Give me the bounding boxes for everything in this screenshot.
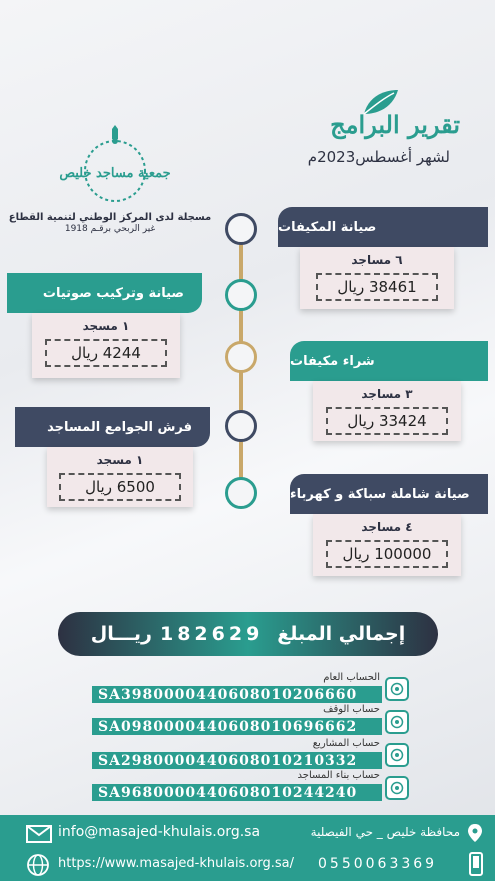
program-card (300, 247, 454, 309)
footer (0, 815, 495, 881)
program-card (32, 313, 180, 378)
program-count: ١ مسجد (96, 453, 144, 467)
website-link[interactable]: https://www.masajed-khulais.org.sa/ (58, 856, 295, 871)
account-label: حساب الوقف (323, 704, 380, 715)
timeline-node (225, 213, 257, 245)
account-iban[interactable]: SA2980000440608010210332 (92, 752, 382, 769)
account-iban[interactable]: SA3980000440608010206660 (92, 686, 382, 703)
program-header (7, 273, 202, 313)
org-registration-line2: غير الربحي برقـم 1918 (64, 224, 156, 234)
program-header: شراء مكيفات (290, 341, 488, 381)
phone-icon (468, 852, 484, 876)
program-card (47, 447, 193, 507)
program-title: فرش الجوامع المساجد (47, 419, 192, 435)
bank-icon (385, 776, 409, 800)
program-count: ٦ مساجد (351, 253, 403, 267)
location-icon (467, 823, 483, 843)
globe-icon (26, 853, 50, 877)
program-header (15, 407, 210, 447)
account-label: حساب المشاريع (312, 738, 380, 749)
total-amount-bar (58, 612, 438, 656)
program-header: صيانة المكيفات (278, 207, 488, 247)
program-count: ٣ مساجد (361, 387, 413, 401)
timeline-node (225, 477, 257, 509)
program-card (313, 514, 461, 576)
logo-text: جمعية مساجد خليص (59, 166, 171, 181)
program-header: صيانة شاملة سباكة و كهرباء (290, 474, 488, 514)
timeline-node (225, 341, 257, 373)
program-amount: 6500 ريال (59, 473, 181, 501)
org-registration-line1: مسجلة لدى المركز الوطني لتنمية القطاع (8, 212, 212, 223)
program-amount: 33424 ريال (326, 407, 448, 435)
program-amount: 4244 ريال (45, 339, 167, 367)
phone-number[interactable]: 0550063369 (318, 856, 438, 872)
timeline-node (225, 410, 257, 442)
program-amount: 38461 ريال (316, 273, 438, 301)
total-label: إجمالي المبلغ (277, 623, 406, 645)
email-icon (26, 825, 52, 843)
total-currency: ريـــال (90, 623, 152, 645)
program-title: صيانة وتركيب صوتيات (42, 285, 184, 301)
location-text: محافظة خليص _ حي الفيصلية (310, 825, 460, 839)
program-card (313, 381, 461, 441)
bank-icon (385, 743, 409, 767)
page-title: تقرير البرامج (330, 110, 460, 139)
bank-icon (385, 710, 409, 734)
program-count: ١ مسجد (82, 319, 130, 333)
account-iban[interactable]: SA9680000440608010244240 (92, 784, 382, 801)
program-count: ٤ مساجد (361, 520, 413, 534)
total-value: 182629 (159, 623, 264, 645)
mosque-logo-icon (59, 125, 171, 210)
account-label: حساب بناء المساجد (297, 770, 380, 781)
page-subtitle: لشهر أغسطس2023م (307, 148, 450, 166)
account-label: الحساب العام (323, 672, 380, 683)
bank-icon (385, 677, 409, 701)
program-amount: 100000 ريال (326, 540, 448, 568)
account-iban[interactable]: SA0980000440608010696662 (92, 718, 382, 735)
timeline-node (225, 279, 257, 311)
email-link[interactable]: info@masajed-khulais.org.sa (58, 824, 261, 840)
